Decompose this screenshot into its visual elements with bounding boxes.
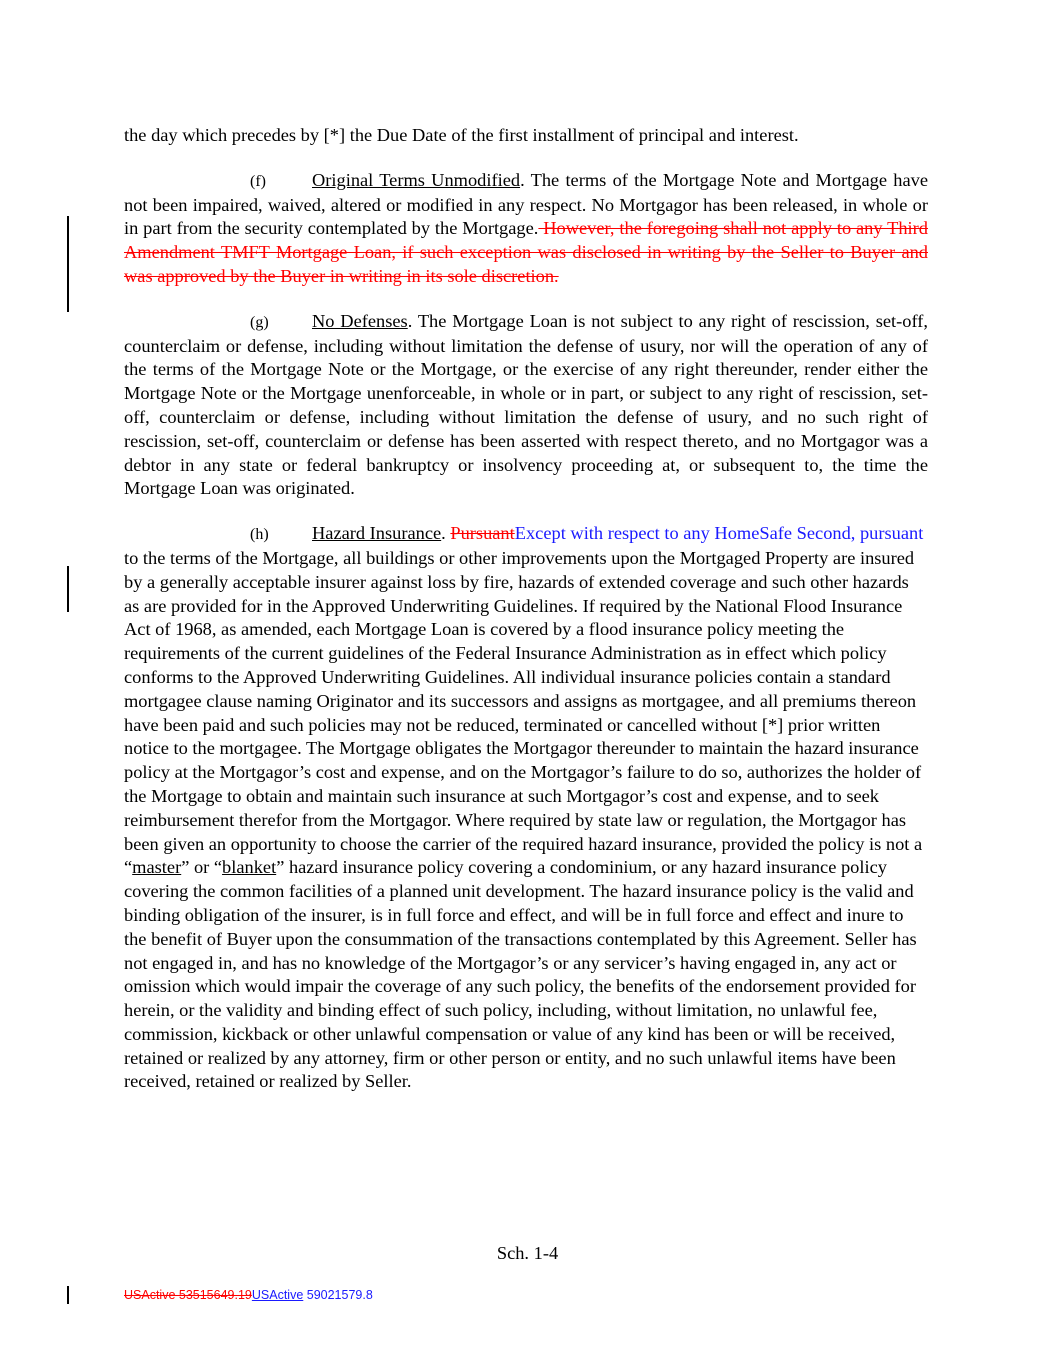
section-g-heading: No Defenses — [312, 310, 408, 331]
document-id — [124, 1288, 373, 1302]
section-f — [124, 169, 928, 289]
term-master: master — [132, 857, 182, 878]
document-page — [124, 124, 928, 1115]
change-bar-f — [67, 216, 69, 312]
section-f-body: . The terms of the Mortgage Note and Mortgage have not been impaired, waived, altered or modified in any respect. No Mortgagor has been released, in whole or in part from the security contemplated by the Mortgage. — [124, 169, 928, 239]
section-g-label: (g) — [250, 313, 269, 331]
change-bar-footer — [67, 1286, 69, 1304]
document-id-number: 59021579.8 — [303, 1288, 373, 1302]
section-h-label: (h) — [250, 526, 269, 544]
document-id-prefix: USActive — [251, 1288, 304, 1302]
section-g — [124, 310, 928, 501]
lead-line: the day which precedes by [*] the Due Date of the first installment of principal and interest. — [124, 125, 799, 145]
section-h-inserted-text: Except with respect to any HomeSafe Second, pursuant — [514, 523, 924, 544]
section-h-body-2: ” hazard insurance policy covering a condominium, or any hazard insurance policy covering the common facilities of a planned unit development. The hazard insurance policy is the valid and binding obligation of the insurer, is in full force and effect, and will be in full force and effect and inure to the benefit of Buyer upon the consummation of the transactions contemplated by this Agreement. Seller has not engaged in, and has no knowledge of the Mortgagor’s or any servicer’s having engaged in, any act or omission which would impair the coverage of any such policy, the benefits of the endorsement provided for herein, or the validity and binding effect of such policy, including, without limitation, no unlawful fee, commission, kickback or other unlawful compensation or value of any kind has been or will be received, retained or realized by any attorney, firm or other person or entity, and no such unlawful items have been received, retained or realized by Seller. — [124, 857, 917, 1092]
section-f-heading: Original Terms Unmodified — [312, 169, 521, 190]
section-h-body-1: to the terms of the Mortgage, all buildings or other improvements upon the Mortgaged Property are insured by a generally acceptable insurer against loss by fire, hazards of extended coverage and such other hazards as are provided for in the Approved Underwriting Guidelines. If required by the National Flood Insurance Act of 1968, as amended, each Mortgage Loan is covered by a flood insurance policy meeting the requirements of the current guidelines of the Federal Insurance Administration as in effect which policy conforms to the Approved Underwriting Guidelines. All individual insurance policies contain a standard mortgagee clause naming Originator and its successors and assigns as mortgagee, and all premiums thereon have been paid and such policies may not be reduced, terminated or cancelled without [*] prior written notice to the mortgagee. The Mortgage obligates the Mortgagor thereunder to maintain the hazard insurance policy at the Mortgagor’s cost and expense, and on the Mortgagor’s failure to do so, authorizes the holder of the Mortgage to obtain and maintain such insurance at such Mortgagor’s cost and expense, and to seek reimbursement therefor from the Mortgagor. Where required by state law or regulation, the Mortgagor has been given an opportunity to choose the carrier of the required hazard insurance, provided the policy is not a “ — [124, 547, 923, 878]
document-id-deleted: USActive 53515649.19 — [124, 1288, 252, 1302]
section-h-period: . — [441, 523, 451, 544]
section-f-label: (f) — [250, 172, 266, 190]
page-number: Sch. 1-4 — [496, 1243, 559, 1263]
section-h-heading: Hazard Insurance — [312, 523, 442, 544]
section-h — [124, 522, 928, 1094]
section-g-body: . The Mortgage Loan is not subject to any right of rescission, set-off, counterclaim or defense, including without limitation the defense of usury, nor will the operation of any of the terms of the Mortgage Note or the Mortgage, or the exercise of any right thereunder, render either the Mortgage Note or the Mortgage unenforceable, in whole or in part, or subject to any right of rescission, set-off, counterclaim or defense, including without limitation the defense of usury, and no such right of rescission, set-off, counterclaim or defense has been asserted with respect thereto, and no Mortgagor was a debtor in any state or federal bankruptcy or insolvency proceeding at, or subsequent to, the time the Mortgage Loan was originated. — [124, 310, 928, 499]
term-blanket: blanket — [222, 857, 277, 878]
section-f-deleted-text: However, the foregoing shall not apply to any Third Amendment TMFT Mortgage Loan, if such exception was disclosed in writing by the Seller to Buyer and was approved by the Buyer in writing in its sole discretion. — [124, 218, 928, 286]
change-bar-h — [67, 566, 69, 612]
section-h-deleted-text: Pursuant — [450, 523, 515, 544]
or-text: ” or “ — [181, 857, 223, 878]
